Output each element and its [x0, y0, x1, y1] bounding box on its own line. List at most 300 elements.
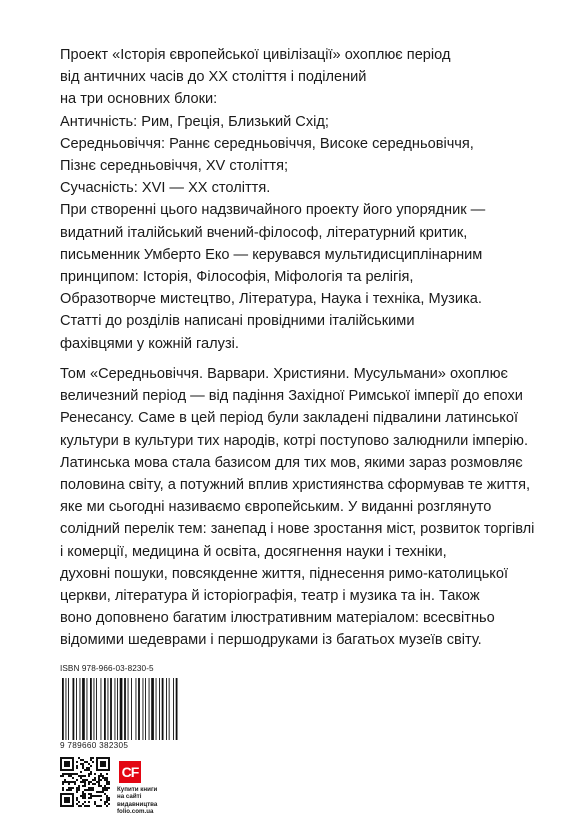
qr-module	[82, 779, 84, 781]
qr-module	[82, 763, 84, 765]
qr-module	[62, 781, 64, 783]
qr-module	[64, 801, 66, 803]
qr-module	[82, 767, 84, 769]
qr-module	[72, 795, 74, 797]
qr-module	[74, 773, 76, 775]
barcode-bar	[128, 678, 129, 740]
intro-line: принципом: Історія, Філософія, Міфологія та релігія,	[60, 269, 414, 286]
qr-module	[64, 797, 66, 799]
barcode-bar	[149, 678, 150, 740]
volume-line: солідний перелік тем: занепад і нове зростання міст, розвиток торгівлі	[60, 521, 535, 538]
qr-module	[76, 797, 78, 799]
barcode-bar	[90, 678, 92, 740]
qr-module	[100, 757, 102, 759]
qr-module	[64, 757, 66, 759]
qr-module	[96, 769, 98, 771]
qr-module	[84, 789, 86, 791]
qr-module	[74, 781, 76, 783]
qr-module	[72, 773, 74, 775]
volume-paragraph	[60, 363, 540, 652]
qr-module	[60, 767, 62, 769]
qr-module	[84, 781, 86, 783]
qr-module	[98, 795, 100, 797]
qr-module	[60, 803, 62, 805]
volume-line: Том «Середньовіччя. Варвари. Християни. Мусульмани» охоплює	[60, 366, 508, 382]
qr-module	[68, 763, 70, 765]
qr-module	[84, 795, 86, 797]
qr-module	[70, 757, 72, 759]
qr-module	[92, 787, 94, 789]
qr-module	[106, 799, 108, 801]
barcode-bar	[136, 678, 137, 740]
qr-module	[68, 801, 70, 803]
qr-module	[100, 791, 102, 793]
qr-module	[96, 757, 98, 759]
qr-module	[106, 805, 108, 807]
qr-module	[76, 779, 78, 781]
qr-module	[68, 769, 70, 771]
qr-module	[104, 787, 106, 789]
barcode-bar	[145, 678, 146, 740]
qr-module	[72, 769, 74, 771]
qr-module	[76, 789, 78, 791]
barcode-bar	[159, 678, 160, 740]
isbn-barcode	[60, 678, 181, 740]
barcode-bar	[131, 678, 132, 740]
qr-module	[66, 805, 68, 807]
qr-module	[90, 789, 92, 791]
qr-module	[96, 781, 98, 783]
qr-module	[84, 793, 86, 795]
qr-module	[66, 793, 68, 795]
qr-module	[72, 781, 74, 783]
qr-module	[108, 765, 110, 767]
qr-module	[104, 779, 106, 781]
qr-module	[98, 805, 100, 807]
qr-module	[100, 773, 102, 775]
qr-module	[78, 789, 80, 791]
qr-module	[76, 803, 78, 805]
intro-line: від античних часів до XX століття і поділений	[60, 69, 367, 86]
barcode-bar	[110, 678, 112, 740]
qr-module	[66, 769, 68, 771]
qr-module	[90, 757, 92, 759]
qr-module	[100, 775, 102, 777]
qr-module	[106, 787, 108, 789]
qr-module	[96, 791, 98, 793]
qr-module	[68, 799, 70, 801]
qr-module	[98, 775, 100, 777]
qr-module	[62, 757, 64, 759]
qr-module	[82, 775, 84, 777]
qr-module	[60, 797, 62, 799]
qr-module	[84, 769, 86, 771]
qr-module	[96, 763, 98, 765]
barcode-bar	[120, 678, 123, 740]
intro-line: фахівцями у кожній галузі.	[60, 335, 239, 352]
qr-module	[90, 759, 92, 761]
volume-line: величезний період — від падіння Західної Римської імперії до епохи	[60, 388, 523, 405]
qr-module	[98, 769, 100, 771]
volume-line: церкви, література й історіографія, театр і музика та ін. Також	[60, 588, 480, 605]
qr-module	[106, 769, 108, 771]
qr-code[interactable]	[60, 757, 110, 807]
qr-module	[106, 779, 108, 781]
qr-module	[94, 801, 96, 803]
qr-module	[68, 805, 70, 807]
qr-module	[92, 795, 94, 797]
barcode-bar	[124, 678, 126, 740]
volume-line: Латинська мова стала базисом для тих мов, якими зараз розмовляє	[60, 454, 523, 471]
qr-module	[84, 785, 86, 787]
qr-module	[92, 789, 94, 791]
intro-line: Античність: Рим, Греція, Близький Схід;	[60, 113, 329, 130]
qr-module	[88, 769, 90, 771]
barcode-bar	[62, 678, 64, 740]
qr-module	[88, 773, 90, 775]
qr-module	[70, 769, 72, 771]
qr-module	[60, 765, 62, 767]
qr-module	[82, 759, 84, 761]
isbn-label: ISBN 978-966-03-8230-5	[60, 664, 154, 673]
qr-module	[78, 801, 80, 803]
barcode-bar	[66, 678, 67, 740]
qr-module	[72, 763, 74, 765]
qr-module	[92, 783, 94, 785]
qr-module	[96, 795, 98, 797]
qr-module	[68, 765, 70, 767]
barcode-bar	[96, 678, 97, 740]
barcode-bar	[138, 678, 140, 740]
qr-module	[96, 767, 98, 769]
qr-module	[88, 783, 90, 785]
qr-module	[94, 795, 96, 797]
qr-module	[70, 775, 72, 777]
qr-module	[66, 797, 68, 799]
qr-module	[80, 795, 82, 797]
qr-module	[62, 789, 64, 791]
qr-module	[64, 763, 66, 765]
intro-line: Статті до розділів написані провідними італійськими	[60, 313, 415, 330]
qr-module	[60, 805, 62, 807]
barcode-bar	[143, 678, 144, 740]
qr-module	[100, 779, 102, 781]
qr-module	[88, 789, 90, 791]
qr-module	[82, 791, 84, 793]
qr-module	[72, 761, 74, 763]
qr-module	[102, 757, 104, 759]
qr-module	[100, 761, 102, 763]
qr-module	[72, 759, 74, 761]
qr-module	[94, 777, 96, 779]
qr-module	[82, 803, 84, 805]
qr-module	[64, 781, 66, 783]
qr-module	[106, 795, 108, 797]
qr-module	[88, 793, 90, 795]
qr-module	[66, 765, 68, 767]
barcode-bar	[117, 678, 118, 740]
qr-module	[68, 789, 70, 791]
qr-module	[102, 761, 104, 763]
qr-module	[84, 775, 86, 777]
barcode-bar	[169, 678, 170, 740]
volume-line: яке ми сьогодні називаємо європейським. У виданні розглянуто	[60, 499, 492, 516]
qr-module	[92, 779, 94, 781]
qr-module	[62, 769, 64, 771]
qr-module	[66, 801, 68, 803]
qr-module	[100, 805, 102, 807]
qr-module	[72, 805, 74, 807]
qr-module	[68, 787, 70, 789]
buy-books-caption	[117, 786, 177, 816]
qr-module	[108, 757, 110, 759]
qr-module	[62, 773, 64, 775]
qr-module	[60, 769, 62, 771]
qr-module	[72, 787, 74, 789]
qr-module	[78, 785, 80, 787]
qr-module	[68, 793, 70, 795]
qr-module	[66, 761, 68, 763]
qr-module	[104, 761, 106, 763]
qr-module	[104, 789, 106, 791]
qr-module	[66, 781, 68, 783]
qr-module	[84, 761, 86, 763]
qr-module	[88, 787, 90, 789]
qr-module	[108, 781, 110, 783]
barcode-bar	[68, 678, 69, 740]
qr-module	[70, 773, 72, 775]
qr-module	[74, 783, 76, 785]
qr-module	[104, 801, 106, 803]
qr-module	[98, 781, 100, 783]
qr-module	[66, 773, 68, 775]
qr-module	[64, 805, 66, 807]
qr-module	[84, 801, 86, 803]
qr-module	[72, 777, 74, 779]
qr-module	[104, 769, 106, 771]
qr-module	[106, 789, 108, 791]
qr-module	[90, 795, 92, 797]
qr-module	[76, 765, 78, 767]
qr-module	[60, 795, 62, 797]
qr-module	[102, 775, 104, 777]
qr-module	[106, 777, 108, 779]
qr-module	[86, 769, 88, 771]
qr-module	[60, 759, 62, 761]
qr-module	[80, 805, 82, 807]
intro-paragraph	[60, 44, 540, 355]
qr-module	[86, 789, 88, 791]
qr-module	[108, 769, 110, 771]
qr-module	[80, 781, 82, 783]
qr-module	[106, 797, 108, 799]
qr-module	[108, 761, 110, 763]
barcode-bar	[104, 678, 106, 740]
qr-module	[90, 793, 92, 795]
qr-module	[108, 787, 110, 789]
qr-module	[88, 781, 90, 783]
qr-module	[98, 785, 100, 787]
qr-module	[82, 797, 84, 799]
qr-module	[62, 793, 64, 795]
qr-module	[88, 797, 90, 799]
qr-module	[108, 759, 110, 761]
qr-module	[100, 799, 102, 801]
qr-module	[102, 787, 104, 789]
volume-line: відомими шедеврами і першодруками із багатьох музеїв світу.	[60, 632, 482, 649]
qr-module	[60, 793, 62, 795]
volume-line: половина світу, а потужний вплив християнства сформував те життя,	[60, 477, 531, 494]
qr-module	[80, 763, 82, 765]
qr-module	[80, 775, 82, 777]
volume-line: культури в культури тих народів, котрі поступово залюднили імперію.	[60, 432, 529, 449]
qr-module	[90, 797, 92, 799]
qr-module	[100, 795, 102, 797]
qr-module	[94, 803, 96, 805]
qr-module	[100, 785, 102, 787]
qr-module	[98, 757, 100, 759]
qr-module	[76, 787, 78, 789]
qr-module	[106, 783, 108, 785]
qr-module	[100, 769, 102, 771]
publisher-logo: CF	[119, 761, 141, 783]
qr-module	[68, 761, 70, 763]
qr-module	[98, 777, 100, 779]
barcode-bar	[176, 678, 178, 740]
intro-line: на три основних блоки:	[60, 91, 218, 108]
barcode-bar	[82, 678, 85, 740]
qr-module	[72, 803, 74, 805]
qr-module	[68, 775, 70, 777]
qr-module	[72, 797, 74, 799]
qr-module	[102, 777, 104, 779]
qr-module	[76, 791, 78, 793]
qr-module	[102, 769, 104, 771]
qr-module	[106, 757, 108, 759]
qr-module	[108, 803, 110, 805]
intro-line: Образотворче мистецтво, Література, Наука і техніка, Музика.	[60, 291, 482, 308]
qr-module	[94, 779, 96, 781]
qr-module	[66, 799, 68, 801]
qr-module	[84, 779, 86, 781]
qr-module	[108, 783, 110, 785]
qr-module	[100, 765, 102, 767]
qr-module	[102, 789, 104, 791]
qr-module	[64, 799, 66, 801]
barcode-bar	[87, 678, 88, 740]
qr-module	[98, 791, 100, 793]
qr-module	[70, 789, 72, 791]
barcode-bar	[115, 678, 116, 740]
qr-module	[82, 785, 84, 787]
qr-module	[84, 805, 86, 807]
intro-line: Пізнє середньовіччя, XV століття;	[60, 158, 289, 175]
barcode-bar	[173, 678, 174, 740]
qr-module	[68, 781, 70, 783]
qr-module	[82, 795, 84, 797]
barcode-bar	[73, 678, 75, 740]
qr-module	[78, 775, 80, 777]
qr-module	[102, 765, 104, 767]
qr-module	[60, 775, 62, 777]
qr-module	[70, 781, 72, 783]
qr-module	[80, 771, 82, 773]
qr-module	[108, 799, 110, 801]
qr-module	[104, 763, 106, 765]
qr-module	[88, 801, 90, 803]
qr-module	[70, 787, 72, 789]
qr-module	[60, 801, 62, 803]
qr-module	[108, 767, 110, 769]
qr-module	[78, 787, 80, 789]
qr-module	[90, 773, 92, 775]
qr-module	[92, 757, 94, 759]
qr-module	[106, 801, 108, 803]
qr-module	[104, 793, 106, 795]
qr-module	[104, 785, 106, 787]
qr-module	[68, 797, 70, 799]
intro-line: Середньовіччя: Раннє середньовіччя, Високе середньовіччя,	[60, 135, 474, 152]
qr-module	[86, 761, 88, 763]
qr-module	[88, 767, 90, 769]
qr-module	[78, 757, 80, 759]
qr-module	[60, 761, 62, 763]
qr-module	[72, 799, 74, 801]
qr-module	[94, 783, 96, 785]
buy-caption-line: Купити книги	[117, 786, 158, 793]
barcode-bar	[151, 678, 154, 740]
qr-module	[62, 787, 64, 789]
barcode-digits: 9 789660 382305	[60, 741, 129, 750]
qr-module	[90, 781, 92, 783]
barcode-bar	[156, 678, 157, 740]
publisher-website-link[interactable]: folio.com.ua	[117, 808, 154, 816]
barcode-bar	[94, 678, 95, 740]
qr-module	[82, 781, 84, 783]
volume-line: воно доповнено багатим ілюстративним матеріалом: всесвітньо	[60, 610, 495, 627]
qr-module	[86, 805, 88, 807]
qr-module	[102, 791, 104, 793]
qr-module	[64, 779, 66, 781]
qr-module	[66, 757, 68, 759]
qr-module	[78, 805, 80, 807]
qr-module	[76, 761, 78, 763]
intro-line: Сучасність: XVI — XX століття.	[60, 180, 271, 197]
qr-module	[68, 757, 70, 759]
qr-module	[102, 763, 104, 765]
qr-module	[64, 765, 66, 767]
barcode-bar	[162, 678, 164, 740]
qr-module	[66, 763, 68, 765]
qr-module	[82, 793, 84, 795]
volume-line: Ренесансу. Саме в цей період були закладені підвалини латинської	[60, 410, 519, 427]
isbn-block	[60, 664, 181, 750]
qr-module	[84, 783, 86, 785]
qr-module	[64, 773, 66, 775]
barcode-bar	[108, 678, 109, 740]
qr-module	[106, 781, 108, 783]
qr-module	[90, 765, 92, 767]
qr-module	[94, 773, 96, 775]
qr-module	[62, 805, 64, 807]
barcode-bar	[166, 678, 167, 740]
qr-module	[76, 773, 78, 775]
qr-module	[60, 757, 62, 759]
intro-line: письменник Умберто Еко — керувався мультидисциплінарним	[60, 246, 483, 263]
qr-module	[76, 767, 78, 769]
qr-module	[86, 779, 88, 781]
qr-module	[72, 801, 74, 803]
